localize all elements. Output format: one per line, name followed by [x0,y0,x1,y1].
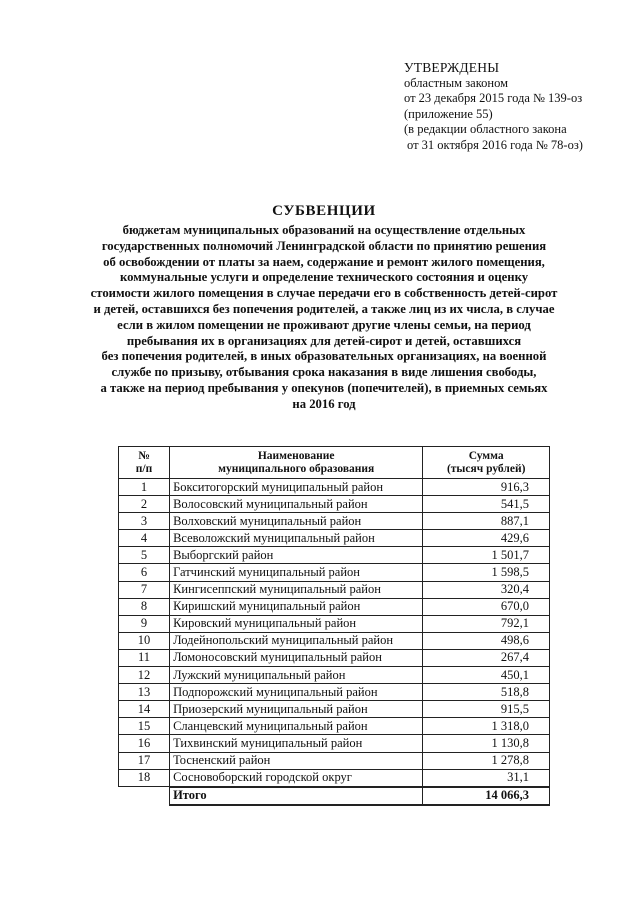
row-name: Тихвинский муниципальный район [170,735,423,752]
row-sum: 1 598,5 [423,564,550,581]
table-row [119,667,550,684]
title-line: коммунальные услуги и определение технического состояния и оценку [119,270,529,285]
table-row [119,615,550,632]
title-line: без попечения родителей, в иных образовательных организациях, на военной [101,349,547,364]
approval-line: от 31 октября 2016 года № 78-оз) [407,137,583,152]
title-line: если в жилом помещении не проживают другие члены семьи, на период [117,317,531,332]
table-row [119,479,550,496]
header-number [119,447,170,479]
row-number: 15 [119,718,170,735]
title-line: бюджетам муниципальных образований на осуществление отдельных [122,223,526,237]
row-name: Подпорожский муниципальный район [170,684,423,701]
title-line: об освобождении от платы за наем, содержание и ремонт жилого помещения, [103,254,545,269]
row-number: 17 [119,752,170,769]
row-name: Тосненский район [170,752,423,769]
header-sum-line1: Сумма [468,449,504,462]
row-name: Всеволожский муниципальный район [170,530,423,547]
table-row [119,496,550,513]
table-header-row [119,447,550,479]
row-sum: 1 318,0 [423,718,550,735]
row-name: Волховский муниципальный район [170,513,423,530]
row-sum: 670,0 [423,598,550,615]
table-row [119,735,550,752]
table-row [119,718,550,735]
table-row [119,752,550,769]
header-number-line1: № [138,449,150,462]
table-row [119,649,550,666]
row-sum: 429,6 [423,530,550,547]
row-number: 9 [119,615,170,632]
row-name: Гатчинский муниципальный район [170,564,423,581]
total-label: Итого [170,787,423,805]
table-row [119,564,550,581]
row-number: 3 [119,513,170,530]
row-sum: 887,1 [423,513,550,530]
title-line: а также на период пребывания у опекунов (попечителей), в приемных семьях [100,380,548,395]
row-name: Кировский муниципальный район [170,615,423,632]
row-number: 14 [119,701,170,718]
row-number: 13 [119,684,170,701]
table-row [119,632,550,649]
total-row [119,787,550,805]
document-title [60,203,588,413]
row-sum: 1 501,7 [423,547,550,564]
row-number: 10 [119,632,170,649]
row-name: Волосовский муниципальный район [170,496,423,513]
title-line: пребывания их в организациях для детей-сирот и детей, оставшихся [126,333,522,348]
total-number-cell [119,787,170,805]
title-line: на 2016 год [292,396,356,411]
title-line: и детей, оставшихся без попечения родителей, а также лиц из их числа, в случае [93,301,555,316]
row-sum: 792,1 [423,615,550,632]
row-sum: 267,4 [423,649,550,666]
approval-line: областным законом [404,75,509,90]
total-sum: 14 066,3 [423,787,550,805]
header-name [170,447,423,479]
row-number: 5 [119,547,170,564]
row-number: 12 [119,667,170,684]
row-number: 6 [119,564,170,581]
row-name: Бокситогорский муниципальный район [170,479,423,496]
header-sum-line2: (тысяч рублей) [446,462,526,475]
row-name: Сосновоборский городской округ [170,769,423,787]
header-name-line2: муниципального образования [218,462,375,475]
row-number: 1 [119,479,170,496]
row-number: 11 [119,649,170,666]
row-sum: 320,4 [423,581,550,598]
title-line: стоимости жилого помещения в случае передачи его в собственность детей-сирот [90,286,558,301]
row-sum: 498,6 [423,632,550,649]
row-name: Лодейнопольский муниципальный район [170,632,423,649]
approval-line: от 23 декабря 2015 года № 139-оз [404,91,583,106]
row-name: Выборгский район [170,547,423,564]
header-name-line1: Наименование [257,449,335,462]
row-number: 2 [119,496,170,513]
row-number: 7 [119,581,170,598]
subventions-table [118,446,550,806]
title-line: государственных полномочий Ленинградской области по принятию решения [101,238,547,253]
table-row [119,581,550,598]
table-row [119,530,550,547]
row-name: Киришский муниципальный район [170,598,423,615]
table-row [119,513,550,530]
row-sum: 450,1 [423,667,550,684]
row-sum: 1 278,8 [423,752,550,769]
header-sum [423,447,550,479]
row-number: 4 [119,530,170,547]
row-name: Кингисеппский муниципальный район [170,581,423,598]
approval-heading: УТВЕРЖДЕНЫ [404,60,500,75]
row-name: Ломоносовский муниципальный район [170,649,423,666]
row-sum: 541,5 [423,496,550,513]
approval-line: (приложение 55) [404,106,493,121]
row-sum: 915,5 [423,701,550,718]
table-row [119,547,550,564]
row-number: 8 [119,598,170,615]
table-row [119,701,550,718]
row-sum: 31,1 [423,769,550,787]
header-number-line2: п/п [135,462,153,475]
row-name: Сланцевский муниципальный район [170,718,423,735]
row-number: 16 [119,735,170,752]
row-sum: 916,3 [423,479,550,496]
row-number: 18 [119,769,170,787]
table-row [119,684,550,701]
title-main: СУБВЕНЦИИ [272,203,376,219]
approval-stamp [404,60,634,154]
row-name: Лужский муниципальный район [170,667,423,684]
row-sum: 518,8 [423,684,550,701]
row-name: Приозерский муниципальный район [170,701,423,718]
table-row [119,598,550,615]
table-row [119,769,550,787]
title-line: службе по призыву, отбывания срока наказания в виде лишения свободы, [111,365,537,380]
row-sum: 1 130,8 [423,735,550,752]
approval-line: (в редакции областного закона [404,122,567,137]
